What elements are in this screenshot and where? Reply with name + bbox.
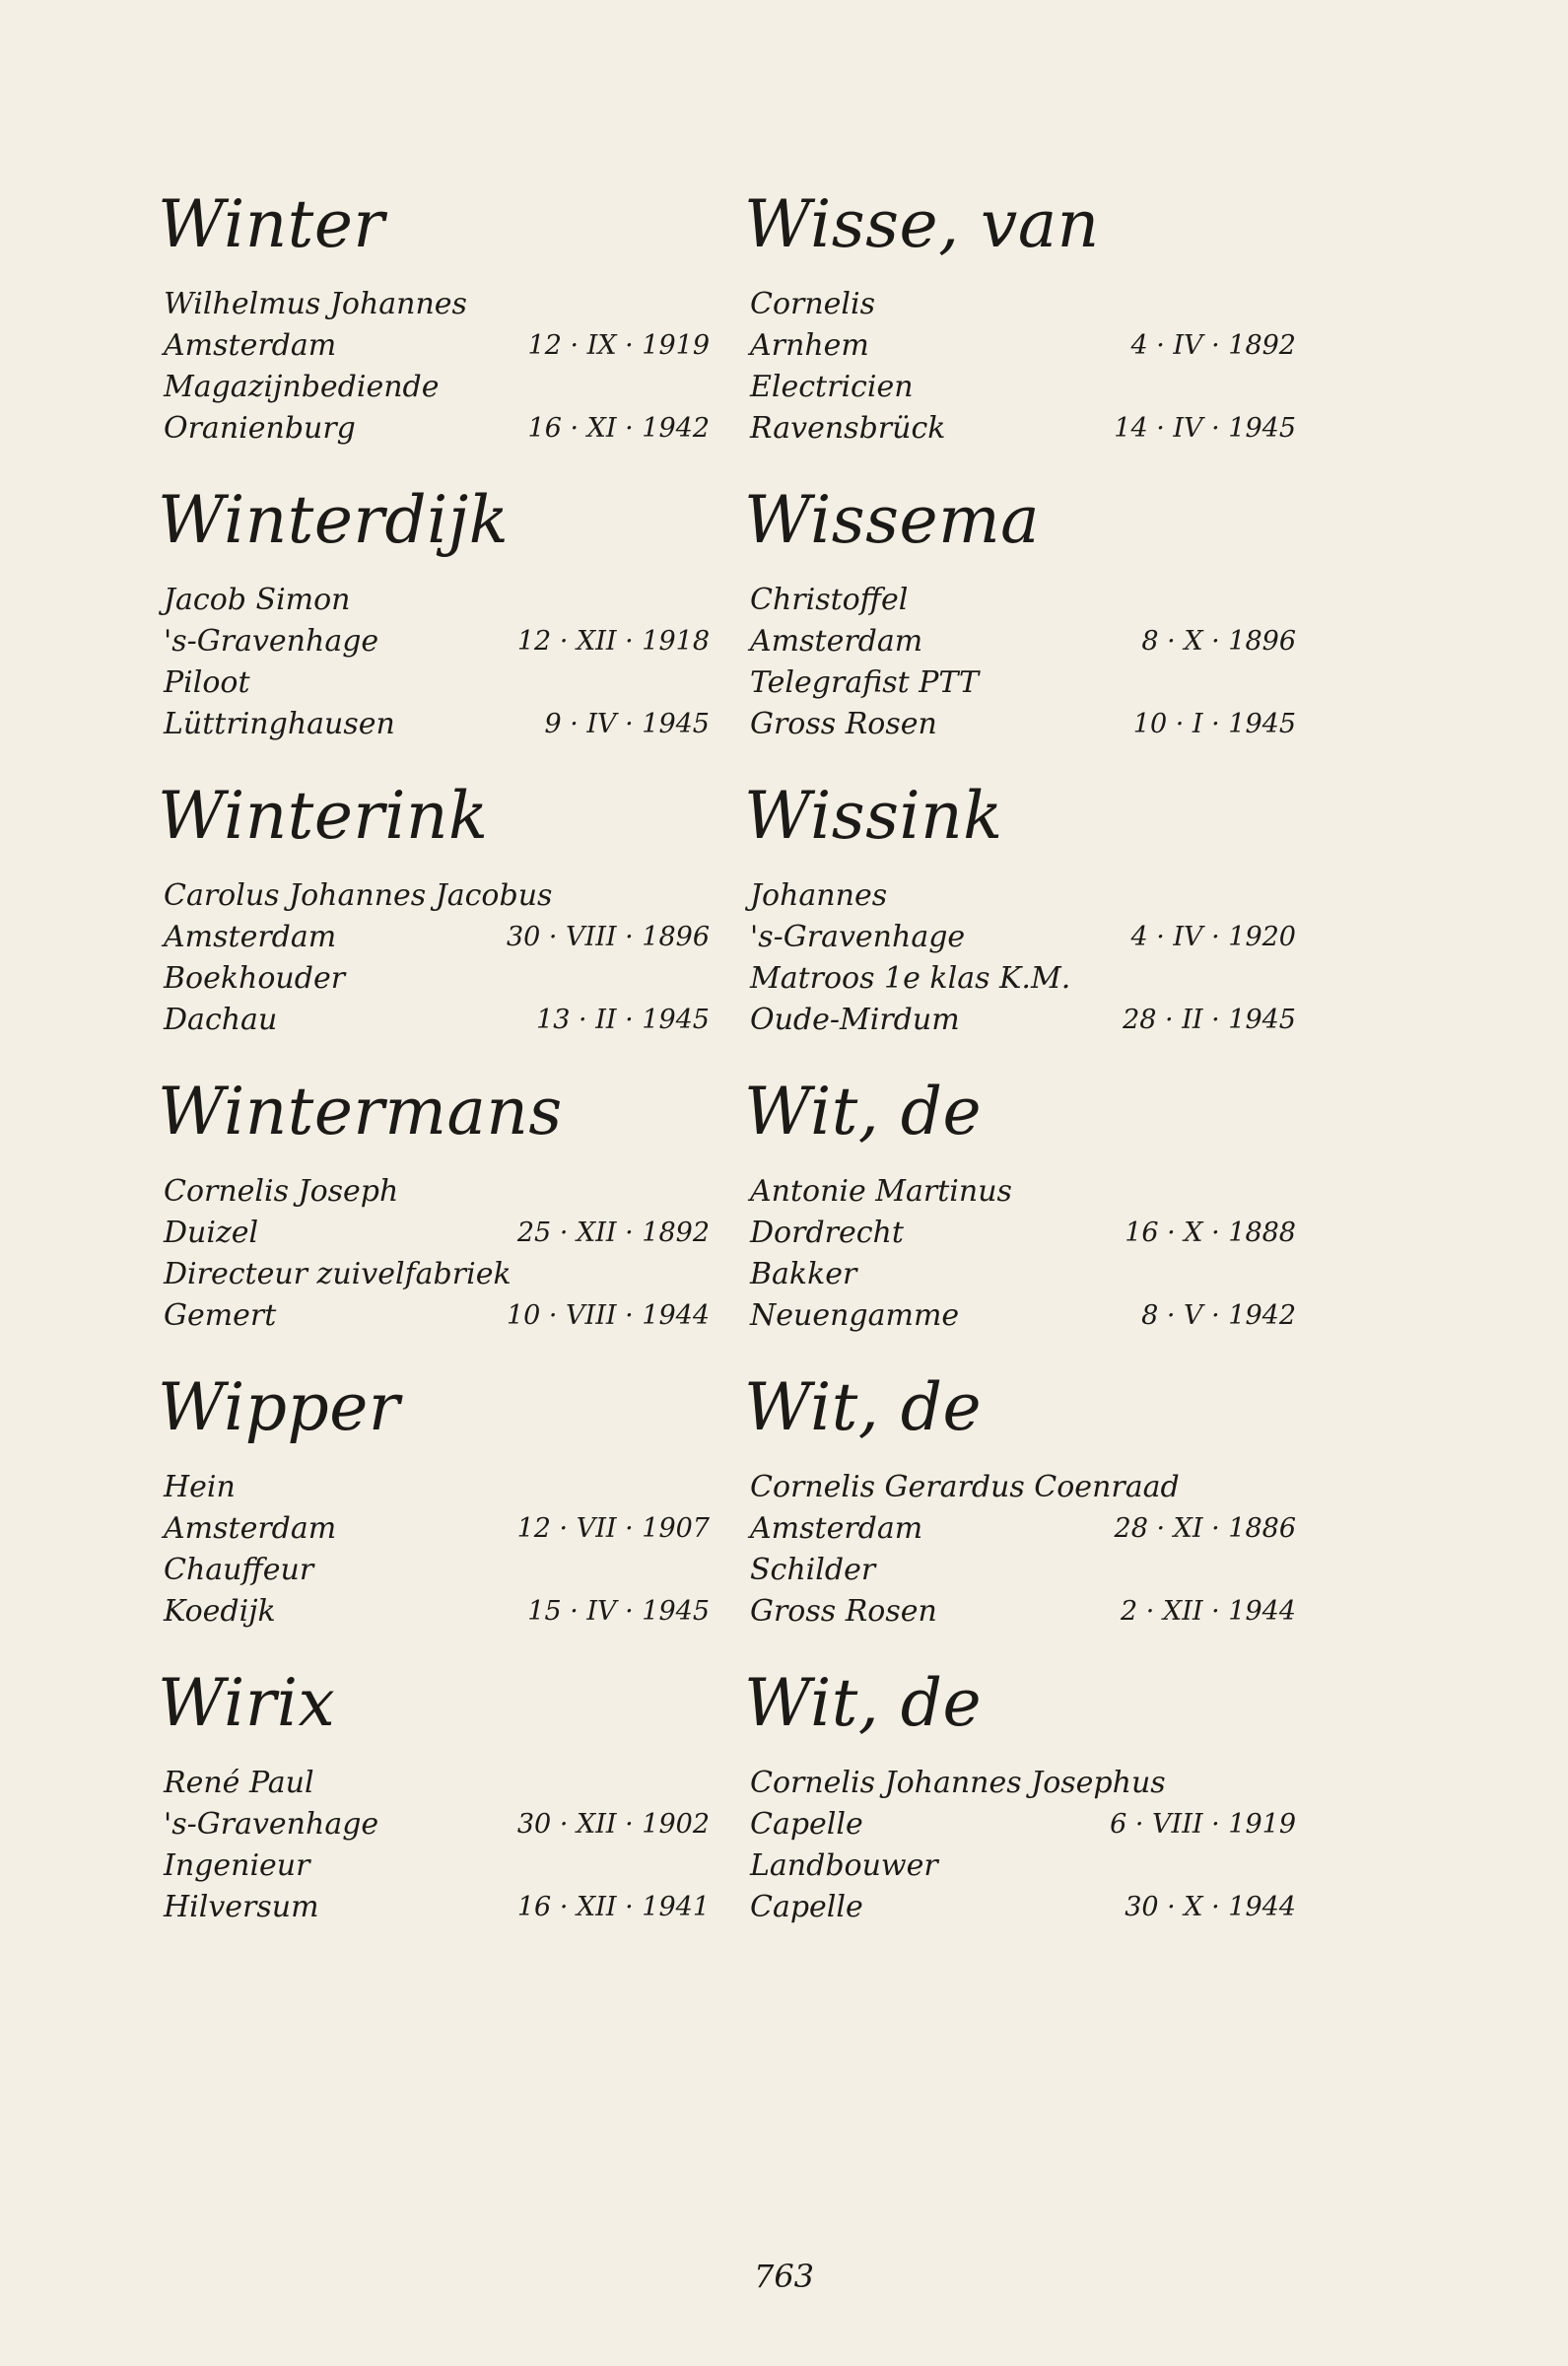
entry-row-names bbox=[744, 1171, 1296, 1213]
birth-date: 30 · VIII · 1896 bbox=[506, 922, 710, 952]
birth-date: 8 · X · 1896 bbox=[1141, 626, 1296, 657]
entry-row-names bbox=[744, 875, 1296, 917]
death-place: Oranienburg bbox=[164, 411, 356, 446]
birth-date: 16 · X · 1888 bbox=[1125, 1218, 1296, 1248]
entry-row-birth bbox=[158, 621, 710, 662]
surname-heading: Wipper bbox=[158, 1369, 400, 1445]
given-names: Hein bbox=[164, 1470, 236, 1504]
given-names: Christoffel bbox=[750, 583, 909, 617]
occupation: Bakker bbox=[750, 1257, 857, 1291]
death-date: 8 · V · 1942 bbox=[1141, 1300, 1296, 1331]
occupation: Piloot bbox=[164, 665, 250, 700]
given-names: René Paul bbox=[164, 1766, 314, 1800]
birthplace: 's-Gravenhage bbox=[164, 1807, 379, 1842]
occupation: Ingenieur bbox=[164, 1848, 310, 1883]
given-names: Antonie Martinus bbox=[750, 1174, 1012, 1209]
entry-row-death bbox=[744, 704, 1296, 745]
name-entry bbox=[158, 473, 710, 769]
death-place: Capelle bbox=[750, 1890, 863, 1924]
entry-row-death bbox=[744, 1000, 1296, 1041]
given-names: Johannes bbox=[750, 878, 888, 913]
given-names: Cornelis Gerardus Coenraad bbox=[750, 1470, 1180, 1504]
death-place: Koedijk bbox=[164, 1594, 276, 1629]
name-entry bbox=[158, 769, 710, 1065]
birth-date: 30 · XII · 1902 bbox=[516, 1809, 710, 1840]
birthplace: Amsterdam bbox=[750, 1511, 923, 1546]
occupation: Directeur zuivelfabriek bbox=[164, 1257, 511, 1291]
birth-date: 12 · XII · 1918 bbox=[516, 626, 710, 657]
death-place: Oude-Mirdum bbox=[750, 1003, 960, 1037]
surname-heading: Wit, de bbox=[744, 1369, 983, 1445]
death-date: 16 · XII · 1941 bbox=[516, 1892, 710, 1922]
occupation: Chauffeur bbox=[164, 1553, 314, 1587]
entry-row-occupation bbox=[744, 367, 1296, 408]
death-date: 15 · IV · 1945 bbox=[527, 1596, 710, 1627]
occupation: Matroos 1e klas K.M. bbox=[750, 961, 1071, 996]
birthplace: Dordrecht bbox=[750, 1216, 904, 1250]
entry-row-birth bbox=[158, 1804, 710, 1845]
birthplace: 's-Gravenhage bbox=[164, 624, 379, 659]
name-entry bbox=[158, 1360, 710, 1656]
birth-date: 4 · IV · 1892 bbox=[1130, 330, 1296, 361]
death-place: Neuengamme bbox=[750, 1298, 960, 1333]
death-place: Dachau bbox=[164, 1003, 278, 1037]
birth-date: 4 · IV · 1920 bbox=[1130, 922, 1296, 952]
birth-date: 12 · VII · 1907 bbox=[516, 1513, 710, 1544]
given-names: Carolus Johannes Jacobus bbox=[164, 878, 553, 913]
death-date: 30 · X · 1944 bbox=[1125, 1892, 1296, 1922]
entry-row-occupation bbox=[744, 1254, 1296, 1295]
given-names: Cornelis Joseph bbox=[164, 1174, 399, 1209]
death-place: Gross Rosen bbox=[750, 707, 937, 741]
given-names: Cornelis bbox=[750, 287, 876, 321]
name-entry bbox=[744, 1360, 1296, 1656]
entry-row-birth bbox=[158, 325, 710, 367]
entry-row-occupation bbox=[158, 662, 710, 704]
name-entry bbox=[744, 1656, 1296, 1952]
birth-date: 25 · XII · 1892 bbox=[516, 1218, 710, 1248]
entry-row-occupation bbox=[158, 958, 710, 1000]
occupation: Magazijnbediende bbox=[164, 370, 440, 404]
entry-row-names bbox=[158, 1763, 710, 1804]
death-date: 10 · I · 1945 bbox=[1132, 709, 1296, 739]
name-entry bbox=[158, 1656, 710, 1952]
entry-row-death bbox=[744, 408, 1296, 450]
entry-row-birth bbox=[744, 1213, 1296, 1254]
surname-heading: Wisse, van bbox=[744, 186, 1100, 262]
entry-row-occupation bbox=[158, 1845, 710, 1887]
birth-date: 12 · IX · 1919 bbox=[527, 330, 710, 361]
entry-row-occupation bbox=[744, 662, 1296, 704]
name-entry bbox=[158, 177, 710, 473]
occupation: Telegrafist PTT bbox=[750, 665, 979, 700]
death-date: 14 · IV · 1945 bbox=[1114, 413, 1296, 444]
entry-row-death bbox=[158, 1591, 710, 1633]
entry-row-occupation bbox=[158, 367, 710, 408]
name-entry bbox=[744, 177, 1296, 473]
entry-row-names bbox=[744, 1763, 1296, 1804]
birth-date: 28 · XI · 1886 bbox=[1114, 1513, 1296, 1544]
entry-row-birth bbox=[158, 917, 710, 958]
occupation: Schilder bbox=[750, 1553, 876, 1587]
birth-date: 6 · VIII · 1919 bbox=[1110, 1809, 1296, 1840]
occupation: Boekhouder bbox=[164, 961, 346, 996]
death-place: Gemert bbox=[164, 1298, 277, 1333]
surname-heading: Winterink bbox=[158, 778, 489, 854]
occupation: Landbouwer bbox=[750, 1848, 938, 1883]
entry-row-occupation bbox=[158, 1550, 710, 1591]
entry-row-birth bbox=[744, 621, 1296, 662]
entry-row-names bbox=[744, 284, 1296, 325]
death-date: 2 · XII · 1944 bbox=[1121, 1596, 1296, 1627]
entry-row-birth bbox=[744, 917, 1296, 958]
entry-row-occupation bbox=[744, 1550, 1296, 1591]
birthplace: Amsterdam bbox=[164, 920, 337, 954]
occupation: Electricien bbox=[750, 370, 914, 404]
entry-row-names bbox=[158, 284, 710, 325]
name-entry bbox=[744, 473, 1296, 769]
death-place: Lüttringhausen bbox=[164, 707, 395, 741]
surname-heading: Wit, de bbox=[744, 1665, 983, 1741]
entry-row-names bbox=[158, 875, 710, 917]
entry-row-death bbox=[744, 1887, 1296, 1928]
right-column bbox=[744, 177, 1296, 1952]
entry-row-birth bbox=[744, 1804, 1296, 1845]
name-entry bbox=[744, 1065, 1296, 1360]
surname-heading: Winter bbox=[158, 186, 385, 262]
entry-row-death bbox=[744, 1295, 1296, 1337]
entry-row-occupation bbox=[744, 958, 1296, 1000]
birthplace: 's-Gravenhage bbox=[750, 920, 966, 954]
surname-heading: Wirix bbox=[158, 1665, 336, 1741]
entry-row-names bbox=[744, 1467, 1296, 1508]
death-place: Gross Rosen bbox=[750, 1594, 937, 1629]
entry-row-names bbox=[158, 1467, 710, 1508]
surname-heading: Wissink bbox=[744, 778, 1003, 854]
death-place: Hilversum bbox=[164, 1890, 319, 1924]
birthplace: Amsterdam bbox=[164, 1511, 337, 1546]
entry-row-names bbox=[744, 580, 1296, 621]
entry-row-birth bbox=[744, 1508, 1296, 1550]
given-names: Wilhelmus Johannes bbox=[164, 287, 467, 321]
entry-row-birth bbox=[158, 1213, 710, 1254]
birthplace: Amsterdam bbox=[750, 624, 923, 659]
name-entry bbox=[744, 769, 1296, 1065]
entry-row-death bbox=[744, 1591, 1296, 1633]
entry-row-names bbox=[158, 580, 710, 621]
entry-row-death bbox=[158, 704, 710, 745]
surname-heading: Wissema bbox=[744, 482, 1041, 558]
page-number: 763 bbox=[753, 2258, 815, 2295]
given-names: Jacob Simon bbox=[164, 583, 351, 617]
entry-row-death bbox=[158, 408, 710, 450]
entry-row-birth bbox=[158, 1508, 710, 1550]
death-place: Ravensbrück bbox=[750, 411, 946, 446]
death-date: 13 · II · 1945 bbox=[536, 1005, 710, 1035]
death-date: 9 · IV · 1945 bbox=[544, 709, 710, 739]
birthplace: Amsterdam bbox=[164, 328, 337, 363]
entry-row-names bbox=[158, 1171, 710, 1213]
entry-row-death bbox=[158, 1887, 710, 1928]
given-names: Cornelis Johannes Josephus bbox=[750, 1766, 1166, 1800]
birthplace: Capelle bbox=[750, 1807, 863, 1842]
surname-heading: Winterdijk bbox=[158, 482, 510, 558]
birthplace: Arnhem bbox=[750, 328, 869, 363]
entry-row-birth bbox=[744, 325, 1296, 367]
entry-row-death bbox=[158, 1000, 710, 1041]
surname-heading: Wintermans bbox=[158, 1074, 563, 1149]
death-date: 16 · XI · 1942 bbox=[527, 413, 710, 444]
death-date: 28 · II · 1945 bbox=[1123, 1005, 1296, 1035]
entry-row-occupation bbox=[744, 1845, 1296, 1887]
entry-row-occupation bbox=[158, 1254, 710, 1295]
death-date: 10 · VIII · 1944 bbox=[506, 1300, 710, 1331]
surname-heading: Wit, de bbox=[744, 1074, 983, 1149]
left-column bbox=[158, 177, 710, 1952]
name-entry bbox=[158, 1065, 710, 1360]
entry-row-death bbox=[158, 1295, 710, 1337]
birthplace: Duizel bbox=[164, 1216, 259, 1250]
